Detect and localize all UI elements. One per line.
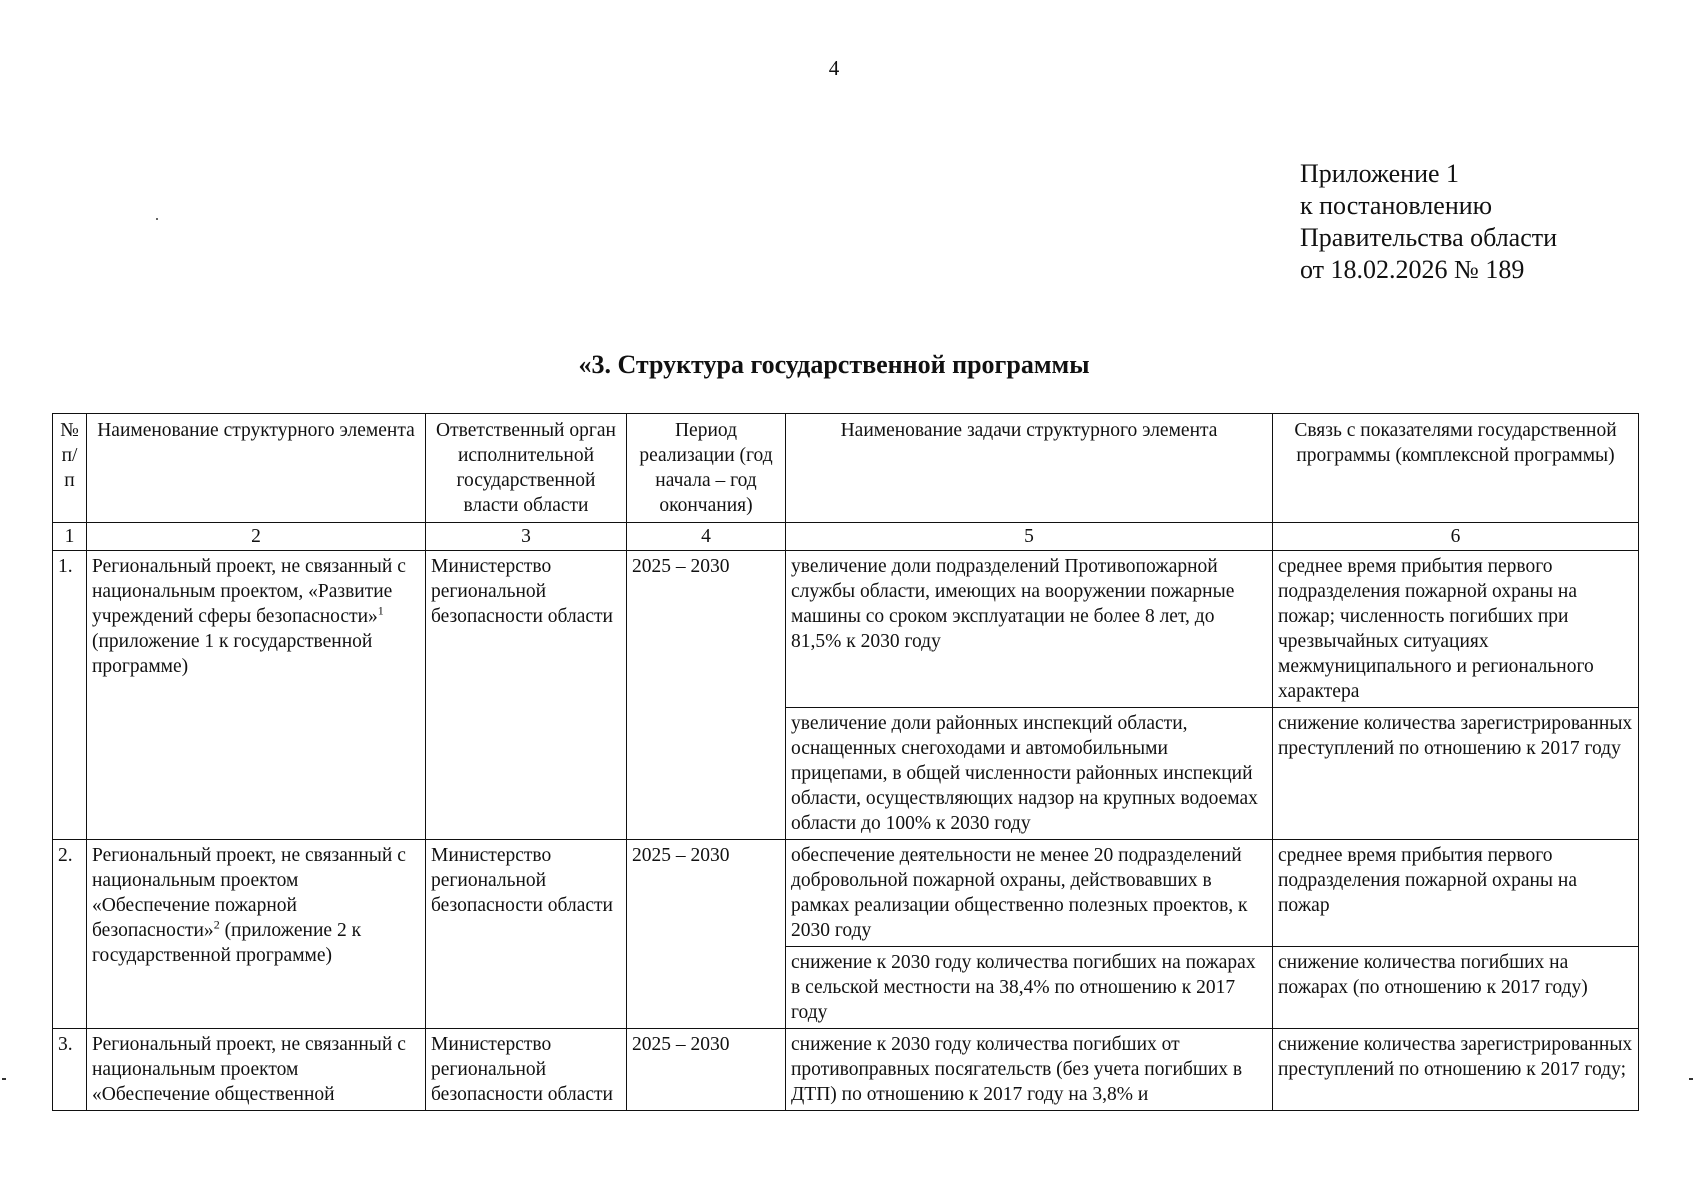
appendix-line-1: Приложение 1 bbox=[1300, 159, 1460, 188]
column-number: 5 bbox=[786, 523, 1273, 551]
footnote-mark: 1 bbox=[377, 603, 384, 618]
element-name-suffix: (приложение 2 к государственной программе) bbox=[92, 920, 362, 966]
page-number: 4 bbox=[828, 56, 840, 80]
appendix-line-3: Правительства области bbox=[1300, 223, 1558, 252]
element-name: Региональный проект, не связанный с национальным проектом «Обеспечение общественной bbox=[87, 1029, 426, 1111]
appendix-line-2: к постановлению bbox=[1300, 191, 1493, 220]
element-name bbox=[87, 551, 426, 840]
row-number: 2. bbox=[53, 840, 87, 1029]
indicator-link: снижение количества погибших на пожарах (по отношению к 2017 году) bbox=[1273, 947, 1639, 1029]
header-num: № п/п bbox=[53, 414, 87, 523]
task-text: увеличение доли районных инспекций области, оснащенных снегоходами и автомобильными прицепами, в общей численности районных инспекций области, осуществляющих надзор на крупных водоемах области до 100% к 2030 году bbox=[786, 708, 1273, 840]
appendix-reference bbox=[1300, 158, 1557, 286]
column-number: 2 bbox=[87, 523, 426, 551]
header-link: Связь с показателями государственной программы (комплексной программы) bbox=[1273, 414, 1639, 523]
left-margin-mark bbox=[2, 1078, 6, 1080]
period: 2025 – 2030 bbox=[627, 840, 786, 1029]
period: 2025 – 2030 bbox=[627, 1029, 786, 1111]
header-period: Период реализации (год начала – год окончания) bbox=[627, 414, 786, 523]
row-number: 1. bbox=[53, 551, 87, 840]
program-structure-table bbox=[52, 413, 1639, 1111]
appendix-line-4: от 18.02.2026 № 189 bbox=[1300, 255, 1525, 284]
task-text: увеличение доли подразделений Противопожарной службы области, имеющих на вооружении пожарные машины со сроком эксплуатации не более 8 лет, до 81,5% к 2030 году bbox=[786, 551, 1273, 708]
responsible-org: Министерство региональной безопасности области bbox=[426, 1029, 627, 1111]
task-text: обеспечение деятельности не менее 20 подразделений добровольной пожарной охраны, действовавших в рамках реализации общественно полезных проектов, к 2030 году bbox=[786, 840, 1273, 947]
element-name-suffix: (приложение 1 к государственной программе) bbox=[92, 631, 373, 677]
element-name bbox=[87, 840, 426, 1029]
indicator-link: среднее время прибытия первого подразделения пожарной охраны на пожар; численность погибших при чрезвычайных ситуациях межмуниципального и регионального характера bbox=[1273, 551, 1639, 708]
responsible-org: Министерство региональной безопасности области bbox=[426, 551, 627, 840]
column-number: 3 bbox=[426, 523, 627, 551]
table-row bbox=[53, 1029, 1639, 1111]
header-task: Наименование задачи структурного элемента bbox=[786, 414, 1273, 523]
task-text: снижение к 2030 году количества погибших на пожарах в сельской местности на 38,4% по отношению к 2017 году bbox=[786, 947, 1273, 1029]
footnote-mark: 2 bbox=[213, 917, 220, 932]
row-number: 3. bbox=[53, 1029, 87, 1111]
indicator-link: снижение количества зарегистрированных преступлений по отношению к 2017 году bbox=[1273, 708, 1639, 840]
task-text: снижение к 2030 году количества погибших от противоправных посягательств (без учета погибших в ДТП) по отношению к 2017 году на 3,8% и bbox=[786, 1029, 1273, 1111]
column-number-row bbox=[53, 523, 1639, 551]
section-title: «3. Структура государственной программы bbox=[578, 350, 1090, 379]
indicator-link: среднее время прибытия первого подразделения пожарной охраны на пожар bbox=[1273, 840, 1639, 947]
column-number: 1 bbox=[53, 523, 87, 551]
header-org: Ответственный орган исполнительной государственной власти области bbox=[426, 414, 627, 523]
column-number: 4 bbox=[627, 523, 786, 551]
period: 2025 – 2030 bbox=[627, 551, 786, 840]
table-row bbox=[53, 551, 1639, 708]
table-row bbox=[53, 840, 1639, 947]
header-name: Наименование структурного элемента bbox=[87, 414, 426, 523]
table-header-row bbox=[53, 414, 1639, 523]
responsible-org: Министерство региональной безопасности области bbox=[426, 840, 627, 1029]
scan-dot bbox=[156, 218, 158, 220]
element-name-text: Региональный проект, не связанный с национальным проектом, «Развитие учреждений сферы безопасности» bbox=[92, 556, 406, 627]
column-number: 6 bbox=[1273, 523, 1639, 551]
element-name-text: Региональный проект, не связанный с национальным проектом «Обеспечение пожарной безопасности» bbox=[92, 845, 406, 941]
indicator-link: снижение количества зарегистрированных преступлений по отношению к 2017 году; bbox=[1273, 1029, 1639, 1111]
right-margin-mark bbox=[1689, 1078, 1693, 1080]
